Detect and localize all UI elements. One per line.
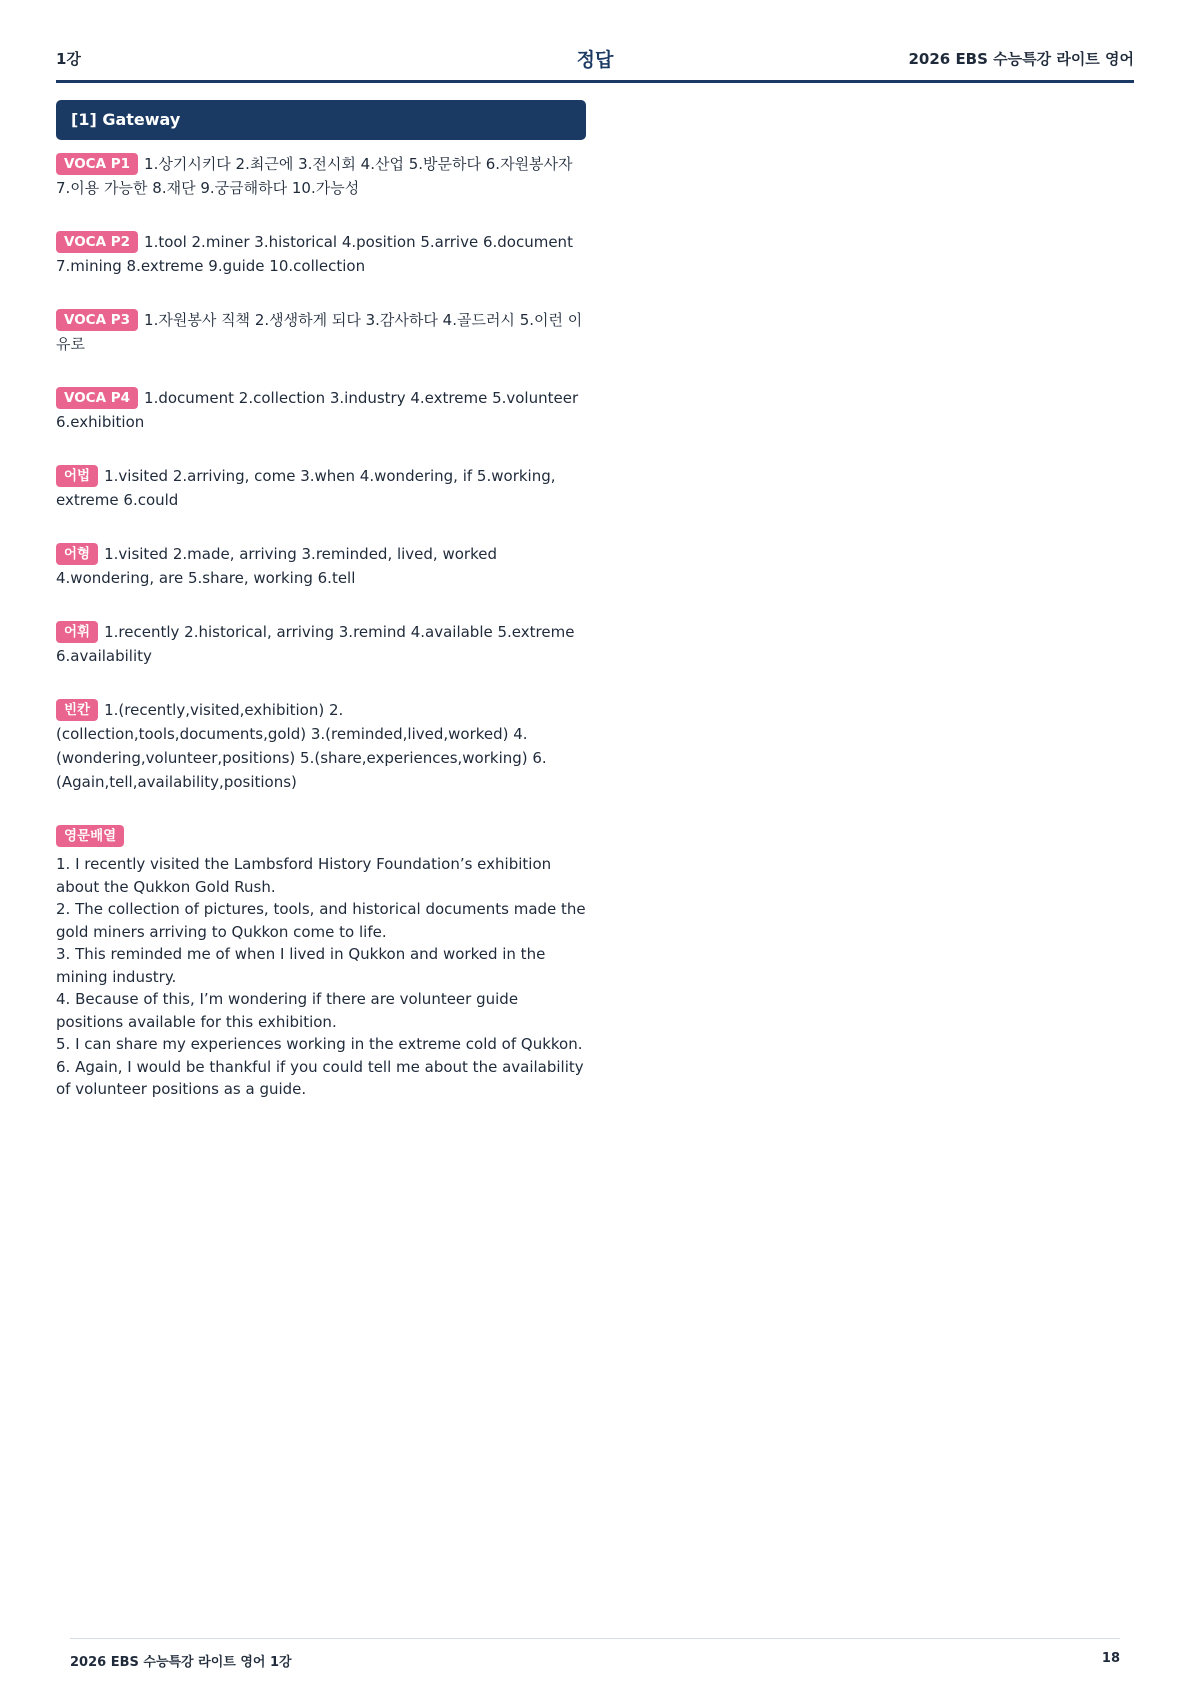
page-number: 18 [1101, 1651, 1120, 1666]
section-title-bar: [1] Gateway [56, 100, 586, 140]
arranged-sentence: 1. I recently visited the Lambsford History Foundation’s exhibition about the Qukkon Gold Rush. [56, 855, 552, 896]
lesson-number: 1강 [56, 50, 81, 68]
answer-block-word-form [56, 542, 586, 590]
answer-block-voca-p1 [56, 152, 586, 200]
answer-block-arrangement [56, 824, 586, 1101]
answer-text: 1.tool 2.miner 3.historical 4.position 5.arrive 6.document 7.mining 8.extreme 9.guide 10.collection [56, 233, 573, 275]
answer-block-voca-p4 [56, 386, 586, 434]
answer-text: 1.visited 2.made, arriving 3.reminded, lived, worked 4.wondering, are 5.share, working 6.tell [56, 545, 497, 587]
section-tag: 빈칸 [56, 699, 98, 721]
page-footer [70, 1638, 1120, 1679]
answer-block-vocabulary [56, 620, 586, 668]
answer-text: 1.(recently,visited,exhibition) 2.(collection,tools,documents,gold) 3.(reminded,lived,worked) 4.(wondering,volunteer,positions) 5.(share,experiences,working) 6.(Again,tell,availability,positions) [56, 701, 547, 791]
answer-block-voca-p2 [56, 230, 586, 278]
arranged-sentence: 3. This reminded me of when I lived in Qukkon and worked in the mining industry. [56, 945, 546, 986]
answer-block-blank [56, 698, 586, 794]
arranged-sentence: 5. I can share my experiences working in the extreme cold of Qukkon. [56, 1035, 583, 1053]
section-tag: VOCA P1 [56, 153, 138, 175]
answer-text: 1.recently 2.historical, arriving 3.remind 4.available 5.extreme 6.availability [56, 623, 575, 665]
book-title: 2026 EBS 수능특강 라이트 영어 [908, 50, 1134, 68]
footer-book-title: 2026 EBS 수능특강 라이트 영어 1강 [70, 1655, 292, 1670]
section-tag: 어형 [56, 543, 98, 565]
section-tag: 어법 [56, 465, 98, 487]
page-title: 정답 [576, 49, 614, 71]
answer-text: 1.상기시키다 2.최근에 3.전시회 4.산업 5.방문하다 6.자원봉사자 7.이용 가능한 8.재단 9.궁금해하다 10.가능성 [56, 155, 573, 197]
page-header [56, 44, 1134, 83]
section-tag: 어휘 [56, 621, 98, 643]
arranged-sentence: 4. Because of this, I’m wondering if there are volunteer guide positions available for this exhibition. [56, 990, 519, 1031]
section-tag: VOCA P3 [56, 309, 138, 331]
arranged-sentence: 2. The collection of pictures, tools, and historical documents made the gold miners arriving to Qukkon come to life. [56, 900, 586, 941]
arranged-sentence: 6. Again, I would be thankful if you could tell me about the availability of volunteer positions as a guide. [56, 1057, 584, 1098]
answer-block-grammar [56, 464, 586, 512]
answer-text: 1.자원봉사 직책 2.생생하게 되다 3.감사하다 4.골드러시 5.이런 이유로 [56, 311, 583, 353]
answer-block-voca-p3 [56, 308, 586, 356]
section-tag: VOCA P4 [56, 387, 138, 409]
section-tag: VOCA P2 [56, 231, 138, 253]
answer-text: 1.document 2.collection 3.industry 4.extreme 5.volunteer 6.exhibition [56, 389, 579, 431]
section-tag: 영문배열 [56, 825, 124, 847]
answer-text: 1.visited 2.arriving, come 3.when 4.wondering, if 5.working, extreme 6.could [56, 467, 556, 509]
answer-column [56, 100, 586, 1131]
